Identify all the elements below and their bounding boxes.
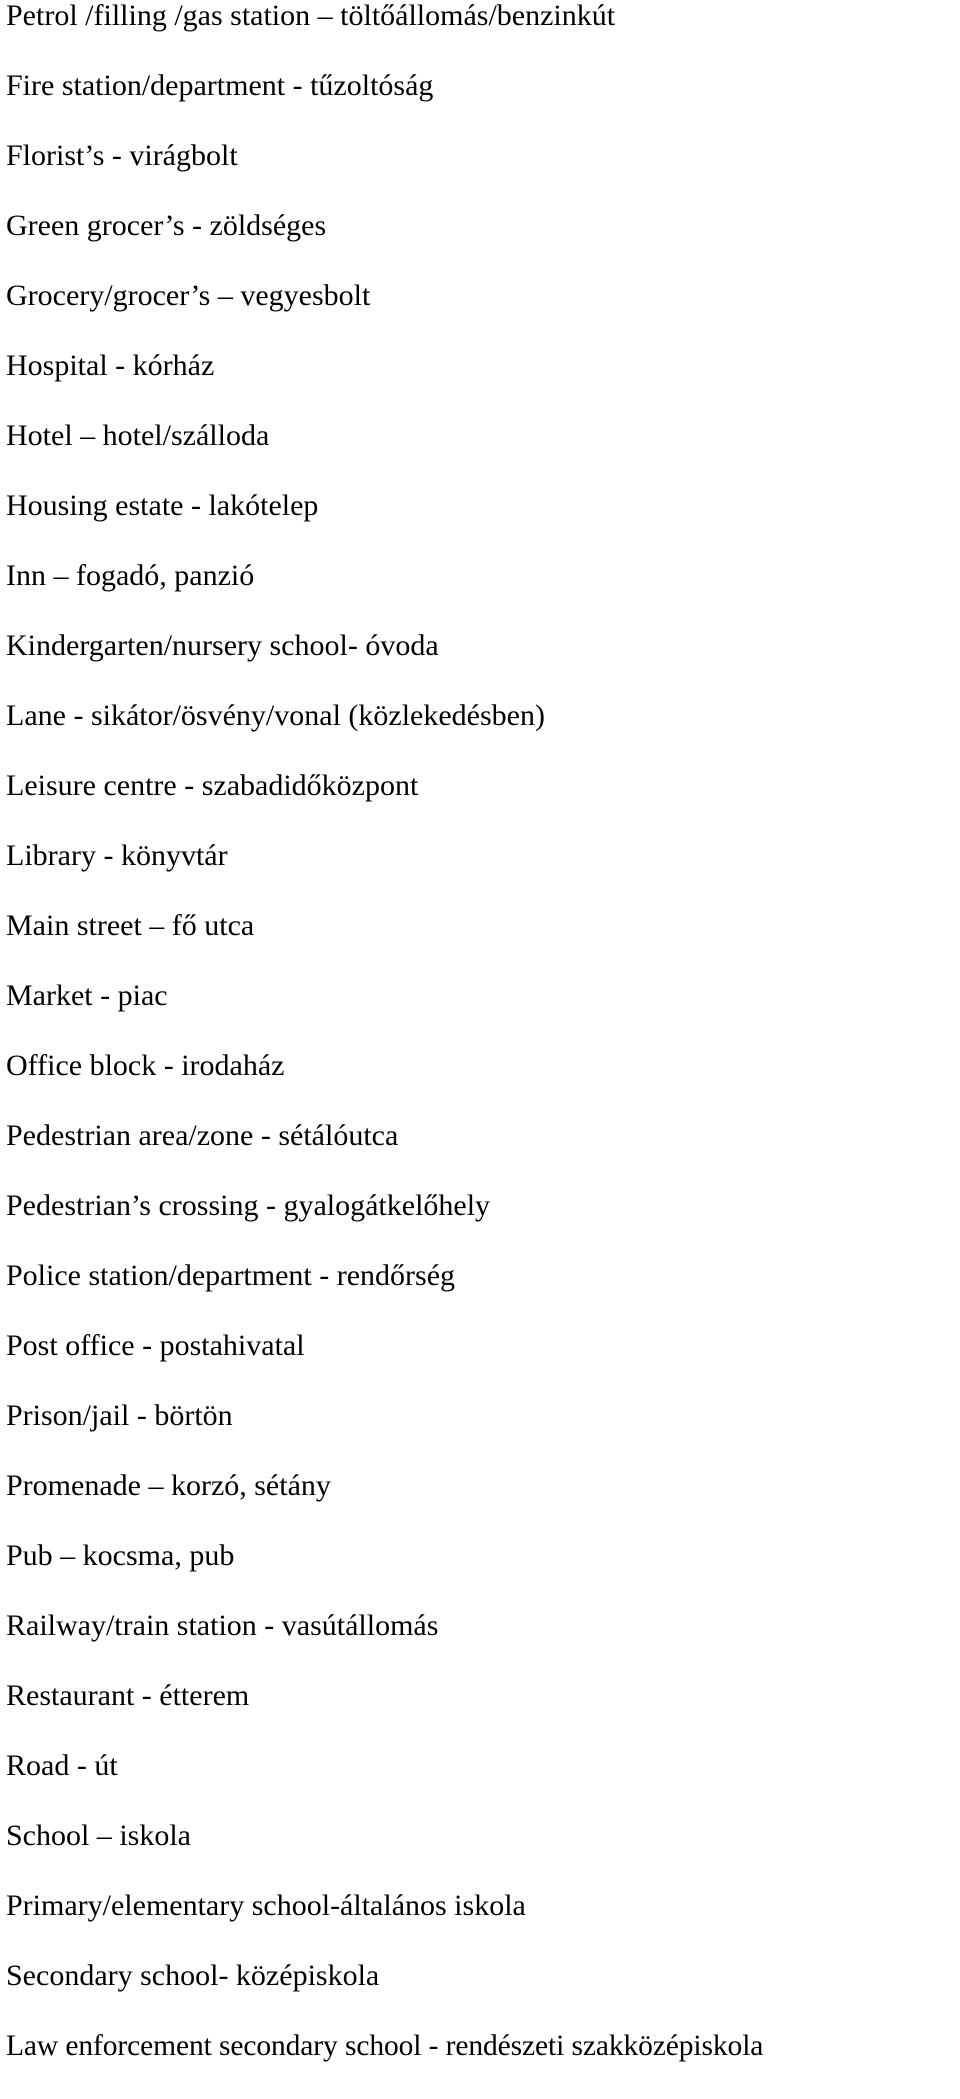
vocab-line: Hospital - kórház: [6, 349, 215, 382]
vocab-line: Promenade – korzó, sétány: [6, 1469, 331, 1502]
vocab-line: Petrol /filling /gas station – töltőállomás/benzinkút: [6, 0, 616, 32]
vocabulary-list: [6, 0, 960, 2099]
vocab-line: Secondary school- középiskola: [6, 1959, 380, 1992]
vocab-line: Police station/department - rendőrség: [6, 1259, 456, 1292]
vocab-line: Florist’s - virágbolt: [6, 139, 238, 172]
vocab-line: Grocery/grocer’s – vegyesbolt: [6, 279, 371, 312]
vocab-line: Leisure centre - szabadidőközpont: [6, 769, 419, 802]
vocab-line: Primary/elementary school-általános iskola: [6, 1889, 526, 1922]
vocab-line: Hotel – hotel/szálloda: [6, 419, 270, 452]
vocab-line: Pedestrian area/zone - sétálóutca: [6, 1119, 399, 1152]
vocab-line: Lane - sikátor/ösvény/vonal (közlekedésben): [6, 699, 545, 732]
vocab-line: Green grocer’s - zöldséges: [6, 209, 327, 242]
vocab-line: Inn – fogadó, panzió: [6, 559, 255, 592]
vocab-line: Market - piac: [6, 979, 168, 1012]
vocab-line: Post office - postahivatal: [6, 1329, 305, 1362]
vocab-line: Restaurant - étterem: [6, 1679, 250, 1712]
vocab-line: Office block - irodaház: [6, 1049, 285, 1082]
vocab-line: Library - könyvtár: [6, 839, 228, 872]
vocab-line: Railway/train station - vasútállomás: [6, 1609, 439, 1642]
vocab-line: Housing estate - lakótelep: [6, 489, 319, 522]
vocab-line: Road - út: [6, 1749, 118, 1782]
vocab-line: Pub – kocsma, pub: [6, 1539, 235, 1572]
vocab-line: Law enforcement secondary school - rendészeti szakközépiskola: [6, 2030, 764, 2062]
vocab-line: Prison/jail - börtön: [6, 1399, 233, 1432]
vocab-line: Kindergarten/nursery school- óvoda: [6, 629, 439, 662]
vocab-line: Main street – fő utca: [6, 909, 255, 942]
vocab-line: Pedestrian’s crossing - gyalogátkelőhely: [6, 1189, 491, 1222]
vocab-line: School – iskola: [6, 1819, 191, 1852]
vocab-line: Fire station/department - tűzoltóság: [6, 69, 434, 102]
